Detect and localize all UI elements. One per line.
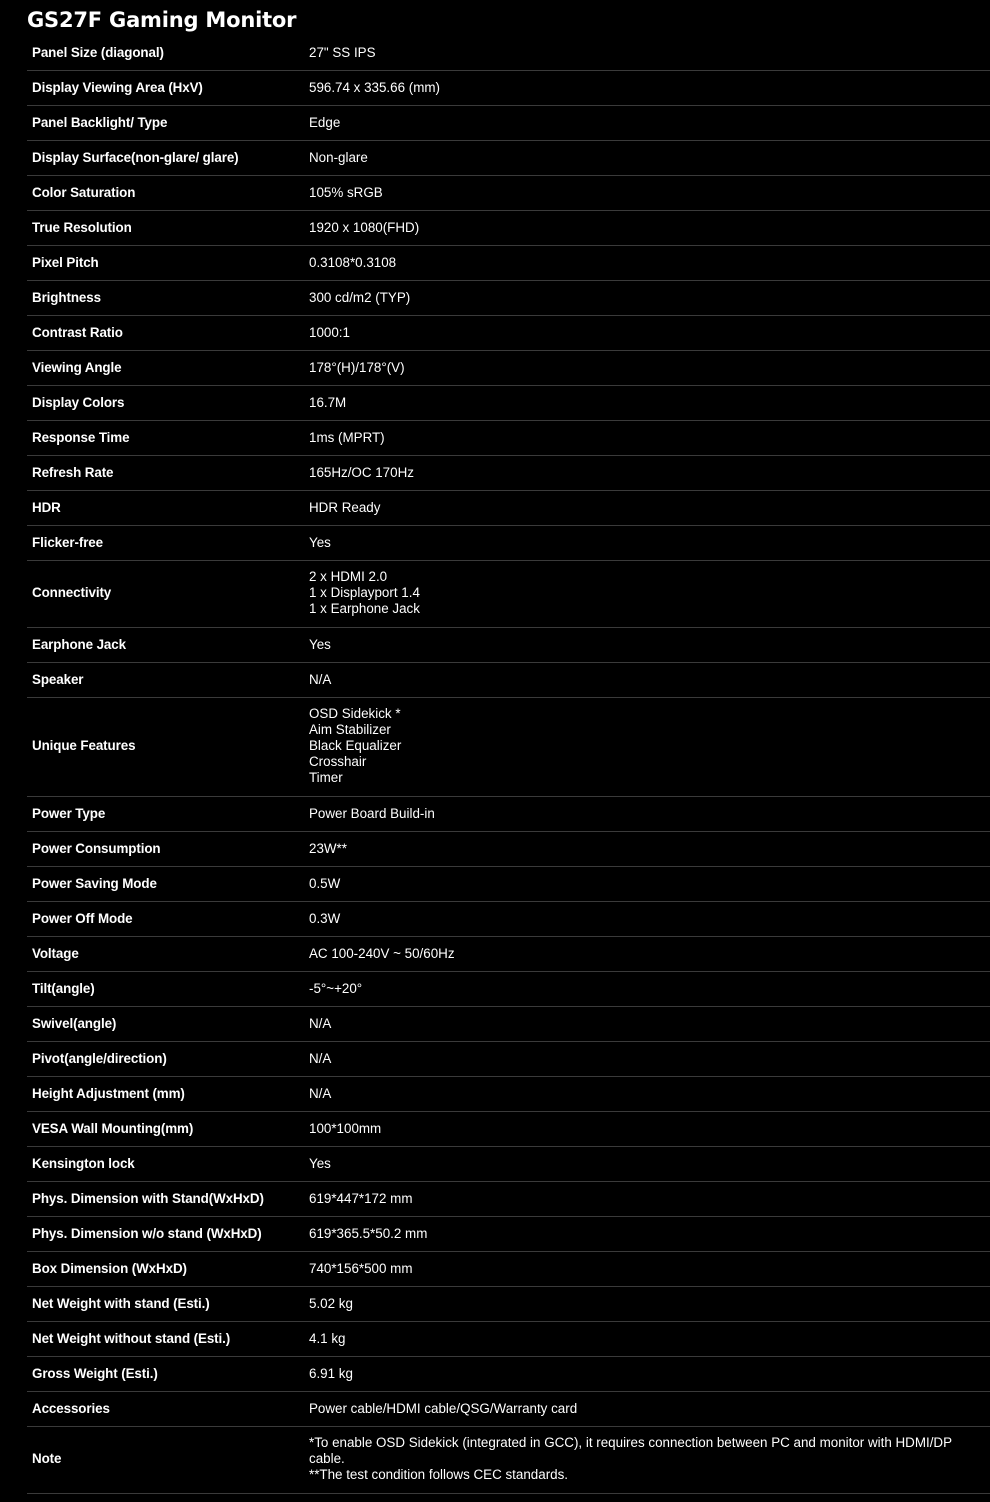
spec-row [27, 351, 990, 386]
spec-label: Panel Size (diagonal) [27, 36, 304, 71]
spec-row [27, 1427, 990, 1494]
page-title: GS27F Gaming Monitor [27, 8, 297, 32]
spec-label: Contrast Ratio [27, 316, 304, 351]
spec-label: Color Saturation [27, 176, 304, 211]
spec-label: Power Saving Mode [27, 867, 304, 902]
spec-label: Phys. Dimension with Stand(WxHxD) [27, 1182, 304, 1217]
spec-value: AC 100-240V ~ 50/60Hz [304, 937, 990, 972]
spec-row [27, 698, 990, 797]
spec-value: 1000:1 [304, 316, 990, 351]
spec-table [27, 36, 990, 1494]
spec-label: Gross Weight (Esti.) [27, 1357, 304, 1392]
spec-label: Refresh Rate [27, 456, 304, 491]
spec-row [27, 1182, 990, 1217]
spec-row [27, 663, 990, 698]
spec-row [27, 1042, 990, 1077]
spec-label: Accessories [27, 1392, 304, 1427]
spec-label: Power Type [27, 797, 304, 832]
spec-label: Response Time [27, 421, 304, 456]
spec-label: Pixel Pitch [27, 246, 304, 281]
spec-label: Display Viewing Area (HxV) [27, 71, 304, 106]
spec-row [27, 1322, 990, 1357]
spec-value: 596.74 x 335.66 (mm) [304, 71, 990, 106]
spec-value: 4.1 kg [304, 1322, 990, 1357]
spec-value: 619*447*172 mm [304, 1182, 990, 1217]
spec-row [27, 386, 990, 421]
spec-row [27, 281, 990, 316]
spec-value: N/A [304, 663, 990, 698]
spec-row [27, 1357, 990, 1392]
spec-value: OSD Sidekick * Aim Stabilizer Black Equalizer Crosshair Timer [304, 698, 990, 797]
spec-label: Tilt(angle) [27, 972, 304, 1007]
spec-value: N/A [304, 1042, 990, 1077]
spec-label: Unique Features [27, 698, 304, 797]
spec-value: 165Hz/OC 170Hz [304, 456, 990, 491]
spec-row [27, 1147, 990, 1182]
spec-value: HDR Ready [304, 491, 990, 526]
spec-label: Note [27, 1427, 304, 1494]
spec-row [27, 211, 990, 246]
spec-value: -5°~+20° [304, 972, 990, 1007]
spec-row [27, 628, 990, 663]
spec-value: 27" SS IPS [304, 36, 990, 71]
spec-label: Box Dimension (WxHxD) [27, 1252, 304, 1287]
spec-label: Speaker [27, 663, 304, 698]
spec-label: True Resolution [27, 211, 304, 246]
spec-row [27, 797, 990, 832]
spec-row [27, 456, 990, 491]
spec-value: N/A [304, 1007, 990, 1042]
spec-row [27, 561, 990, 628]
spec-label: Earphone Jack [27, 628, 304, 663]
spec-table-body [27, 36, 990, 1494]
spec-label: HDR [27, 491, 304, 526]
spec-row [27, 421, 990, 456]
spec-value: Yes [304, 1147, 990, 1182]
spec-row [27, 526, 990, 561]
spec-value: Power cable/HDMI cable/QSG/Warranty card [304, 1392, 990, 1427]
spec-value: *To enable OSD Sidekick (integrated in GCC), it requires connection between PC and monitor with HDMI/DP cable. **The test condition follows CEC standards. [304, 1427, 990, 1494]
spec-row [27, 972, 990, 1007]
spec-value: 619*365.5*50.2 mm [304, 1217, 990, 1252]
spec-label: Panel Backlight/ Type [27, 106, 304, 141]
spec-row [27, 176, 990, 211]
spec-value: 0.3108*0.3108 [304, 246, 990, 281]
spec-label: Height Adjustment (mm) [27, 1077, 304, 1112]
spec-value: 105% sRGB [304, 176, 990, 211]
spec-value: Yes [304, 628, 990, 663]
spec-label: Display Surface(non-glare/ glare) [27, 141, 304, 176]
spec-label: Power Consumption [27, 832, 304, 867]
spec-label: Phys. Dimension w/o stand (WxHxD) [27, 1217, 304, 1252]
spec-label: Connectivity [27, 561, 304, 628]
spec-value: 1920 x 1080(FHD) [304, 211, 990, 246]
spec-row [27, 937, 990, 972]
spec-row [27, 1217, 990, 1252]
spec-row [27, 1252, 990, 1287]
spec-value: Edge [304, 106, 990, 141]
spec-row [27, 491, 990, 526]
spec-row [27, 1077, 990, 1112]
spec-value: 2 x HDMI 2.0 1 x Displayport 1.4 1 x Earphone Jack [304, 561, 990, 628]
spec-row [27, 316, 990, 351]
spec-label: VESA Wall Mounting(mm) [27, 1112, 304, 1147]
spec-label: Viewing Angle [27, 351, 304, 386]
spec-value: 1ms (MPRT) [304, 421, 990, 456]
spec-value: Non-glare [304, 141, 990, 176]
spec-value: 23W** [304, 832, 990, 867]
spec-value: 16.7M [304, 386, 990, 421]
spec-value: 0.3W [304, 902, 990, 937]
spec-value: Yes [304, 526, 990, 561]
spec-value: Power Board Build-in [304, 797, 990, 832]
spec-label: Brightness [27, 281, 304, 316]
spec-value: 6.91 kg [304, 1357, 990, 1392]
spec-row [27, 71, 990, 106]
spec-row [27, 106, 990, 141]
spec-row [27, 141, 990, 176]
spec-label: Power Off Mode [27, 902, 304, 937]
spec-row [27, 36, 990, 71]
spec-row [27, 1287, 990, 1322]
spec-value: 5.02 kg [304, 1287, 990, 1322]
spec-row [27, 867, 990, 902]
spec-value: N/A [304, 1077, 990, 1112]
spec-label: Pivot(angle/direction) [27, 1042, 304, 1077]
spec-row [27, 832, 990, 867]
spec-row [27, 1007, 990, 1042]
spec-label: Net Weight with stand (Esti.) [27, 1287, 304, 1322]
spec-value: 740*156*500 mm [304, 1252, 990, 1287]
spec-value: 100*100mm [304, 1112, 990, 1147]
spec-label: Voltage [27, 937, 304, 972]
spec-value: 178°(H)/178°(V) [304, 351, 990, 386]
spec-label: Display Colors [27, 386, 304, 421]
spec-label: Flicker-free [27, 526, 304, 561]
spec-label: Net Weight without stand (Esti.) [27, 1322, 304, 1357]
spec-label: Kensington lock [27, 1147, 304, 1182]
spec-row [27, 1392, 990, 1427]
spec-value: 0.5W [304, 867, 990, 902]
spec-row [27, 246, 990, 281]
spec-row [27, 902, 990, 937]
spec-label: Swivel(angle) [27, 1007, 304, 1042]
spec-value: 300 cd/m2 (TYP) [304, 281, 990, 316]
spec-row [27, 1112, 990, 1147]
